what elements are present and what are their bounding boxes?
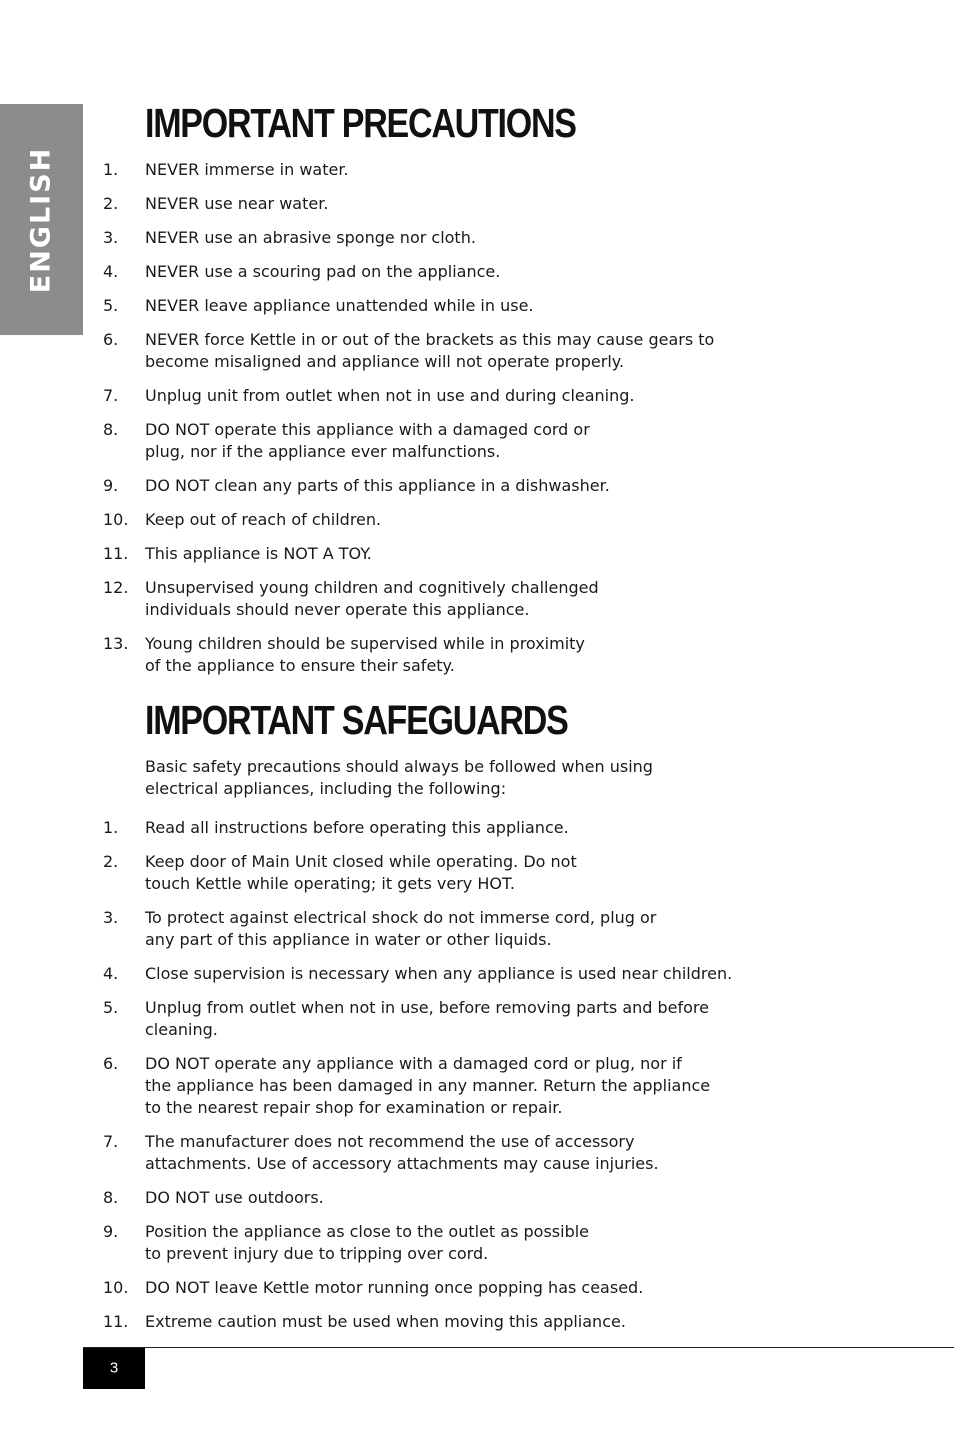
safeguard-item-number: 4. (103, 964, 119, 983)
footer-rule (83, 1347, 954, 1348)
precaution-item-number: 4. (103, 262, 119, 281)
safeguard-item-number: 5. (103, 998, 119, 1017)
language-tab-label: ENGLISH (25, 146, 57, 294)
precaution-item-number: 10. (103, 510, 129, 529)
safeguard-item-text: Close supervision is necessary when any appliance is used near children. (145, 964, 733, 983)
precaution-item-number: 9. (103, 476, 119, 495)
precaution-item (0, 543, 765, 565)
safeguard-item (0, 851, 765, 895)
precaution-item-text: NEVER use a scouring pad on the appliance. (145, 262, 501, 281)
safeguard-item-text: Extreme caution must be used when moving this appliance. (145, 1312, 626, 1331)
precaution-item (0, 261, 765, 283)
precaution-item (0, 633, 765, 677)
safeguard-item-text: The manufacturer does not recommend the use of accessory attachments. Use of accessory attachments may cause injuries. (145, 1132, 659, 1173)
precaution-item (0, 295, 765, 317)
precaution-item-text: NEVER force Kettle in or out of the brackets as this may cause gears to become misaligned and appliance will not operate properly. (145, 330, 715, 371)
safeguards-intro: Basic safety precautions should always be followed when using electrical appliances, including the following: (145, 757, 653, 798)
safeguard-item-number: 3. (103, 908, 119, 927)
safeguard-item-text: To protect against electrical shock do not immerse cord, plug or any part of this appliance in water or other liquids. (145, 908, 657, 949)
safeguard-item-text: DO NOT use outdoors. (145, 1188, 324, 1207)
precaution-item-number: 5. (103, 296, 119, 315)
page-number-box (83, 1348, 145, 1389)
safeguard-item (0, 1187, 765, 1209)
safeguard-item (0, 1131, 765, 1175)
safeguard-item (0, 997, 765, 1041)
precaution-item (0, 385, 765, 407)
precaution-item (0, 329, 765, 373)
precaution-item-text: NEVER immerse in water. (145, 160, 349, 179)
safeguard-item-text: DO NOT leave Kettle motor running once popping has ceased. (145, 1278, 644, 1297)
safeguard-item (0, 817, 765, 839)
safeguard-item (0, 1277, 765, 1299)
precaution-item (0, 193, 765, 215)
safeguard-item-number: 10. (103, 1278, 129, 1297)
precaution-item-number: 2. (103, 194, 119, 213)
safeguard-item-number: 8. (103, 1188, 119, 1207)
precaution-item-number: 11. (103, 544, 129, 563)
precaution-item-text: NEVER use an abrasive sponge nor cloth. (145, 228, 476, 247)
safeguard-item (0, 1053, 765, 1119)
precaution-item-text: DO NOT operate this appliance with a damaged cord or plug, nor if the appliance ever malfunctions. (145, 420, 590, 461)
precaution-item (0, 227, 765, 249)
precaution-item-text: DO NOT clean any parts of this appliance in a dishwasher. (145, 476, 610, 495)
precaution-item-text: NEVER use near water. (145, 194, 329, 213)
precaution-item-number: 13. (103, 634, 129, 653)
precaution-item (0, 577, 765, 621)
page-number: 3 (109, 1359, 119, 1377)
precaution-item (0, 475, 765, 497)
safeguards-list (0, 817, 765, 1345)
precautions-heading: IMPORTANT PRECAUTIONS (145, 100, 576, 146)
safeguards-heading: IMPORTANT SAFEGUARDS (145, 697, 568, 743)
safeguard-item-number: 9. (103, 1222, 119, 1241)
precaution-item-number: 6. (103, 330, 119, 349)
precaution-item-text: Unplug unit from outlet when not in use and during cleaning. (145, 386, 635, 405)
safeguard-item-number: 7. (103, 1132, 119, 1151)
precaution-item-number: 8. (103, 420, 119, 439)
precaution-item-text: Young children should be supervised while in proximity of the appliance to ensure their safety. (145, 634, 585, 675)
safeguard-item-number: 1. (103, 818, 119, 837)
safeguard-item-text: Read all instructions before operating this appliance. (145, 818, 569, 837)
precaution-item-number: 3. (103, 228, 119, 247)
safeguard-item-number: 6. (103, 1054, 119, 1073)
precaution-item-number: 7. (103, 386, 119, 405)
safeguard-item (0, 1221, 765, 1265)
precaution-item (0, 159, 765, 181)
safeguard-item (0, 907, 765, 951)
safeguard-item-text: DO NOT operate any appliance with a damaged cord or plug, nor if the appliance has been damaged in any manner. Return the appliance to the nearest repair shop for examination or repair. (145, 1054, 711, 1117)
precautions-list (0, 159, 765, 689)
precaution-item-text: This appliance is NOT A TOY. (145, 544, 372, 563)
safeguard-item-text: Keep door of Main Unit closed while operating. Do not touch Kettle while operating; it gets very HOT. (145, 852, 577, 893)
precaution-item (0, 419, 765, 463)
precaution-item-text: Unsupervised young children and cognitively challenged individuals should never operate this appliance. (145, 578, 599, 619)
precaution-item (0, 509, 765, 531)
safeguard-item-number: 2. (103, 852, 119, 871)
precaution-item-text: Keep out of reach of children. (145, 510, 382, 529)
safeguard-item-text: Position the appliance as close to the outlet as possible to prevent injury due to tripping over cord. (145, 1222, 590, 1263)
precaution-item-number: 1. (103, 160, 119, 179)
precaution-item-text: NEVER leave appliance unattended while in use. (145, 296, 534, 315)
precaution-item-number: 12. (103, 578, 129, 597)
safeguard-item-text: Unplug from outlet when not in use, before removing parts and before cleaning. (145, 998, 709, 1039)
safeguard-item-number: 11. (103, 1312, 129, 1331)
safeguard-item (0, 1311, 765, 1333)
safeguard-item (0, 963, 765, 985)
